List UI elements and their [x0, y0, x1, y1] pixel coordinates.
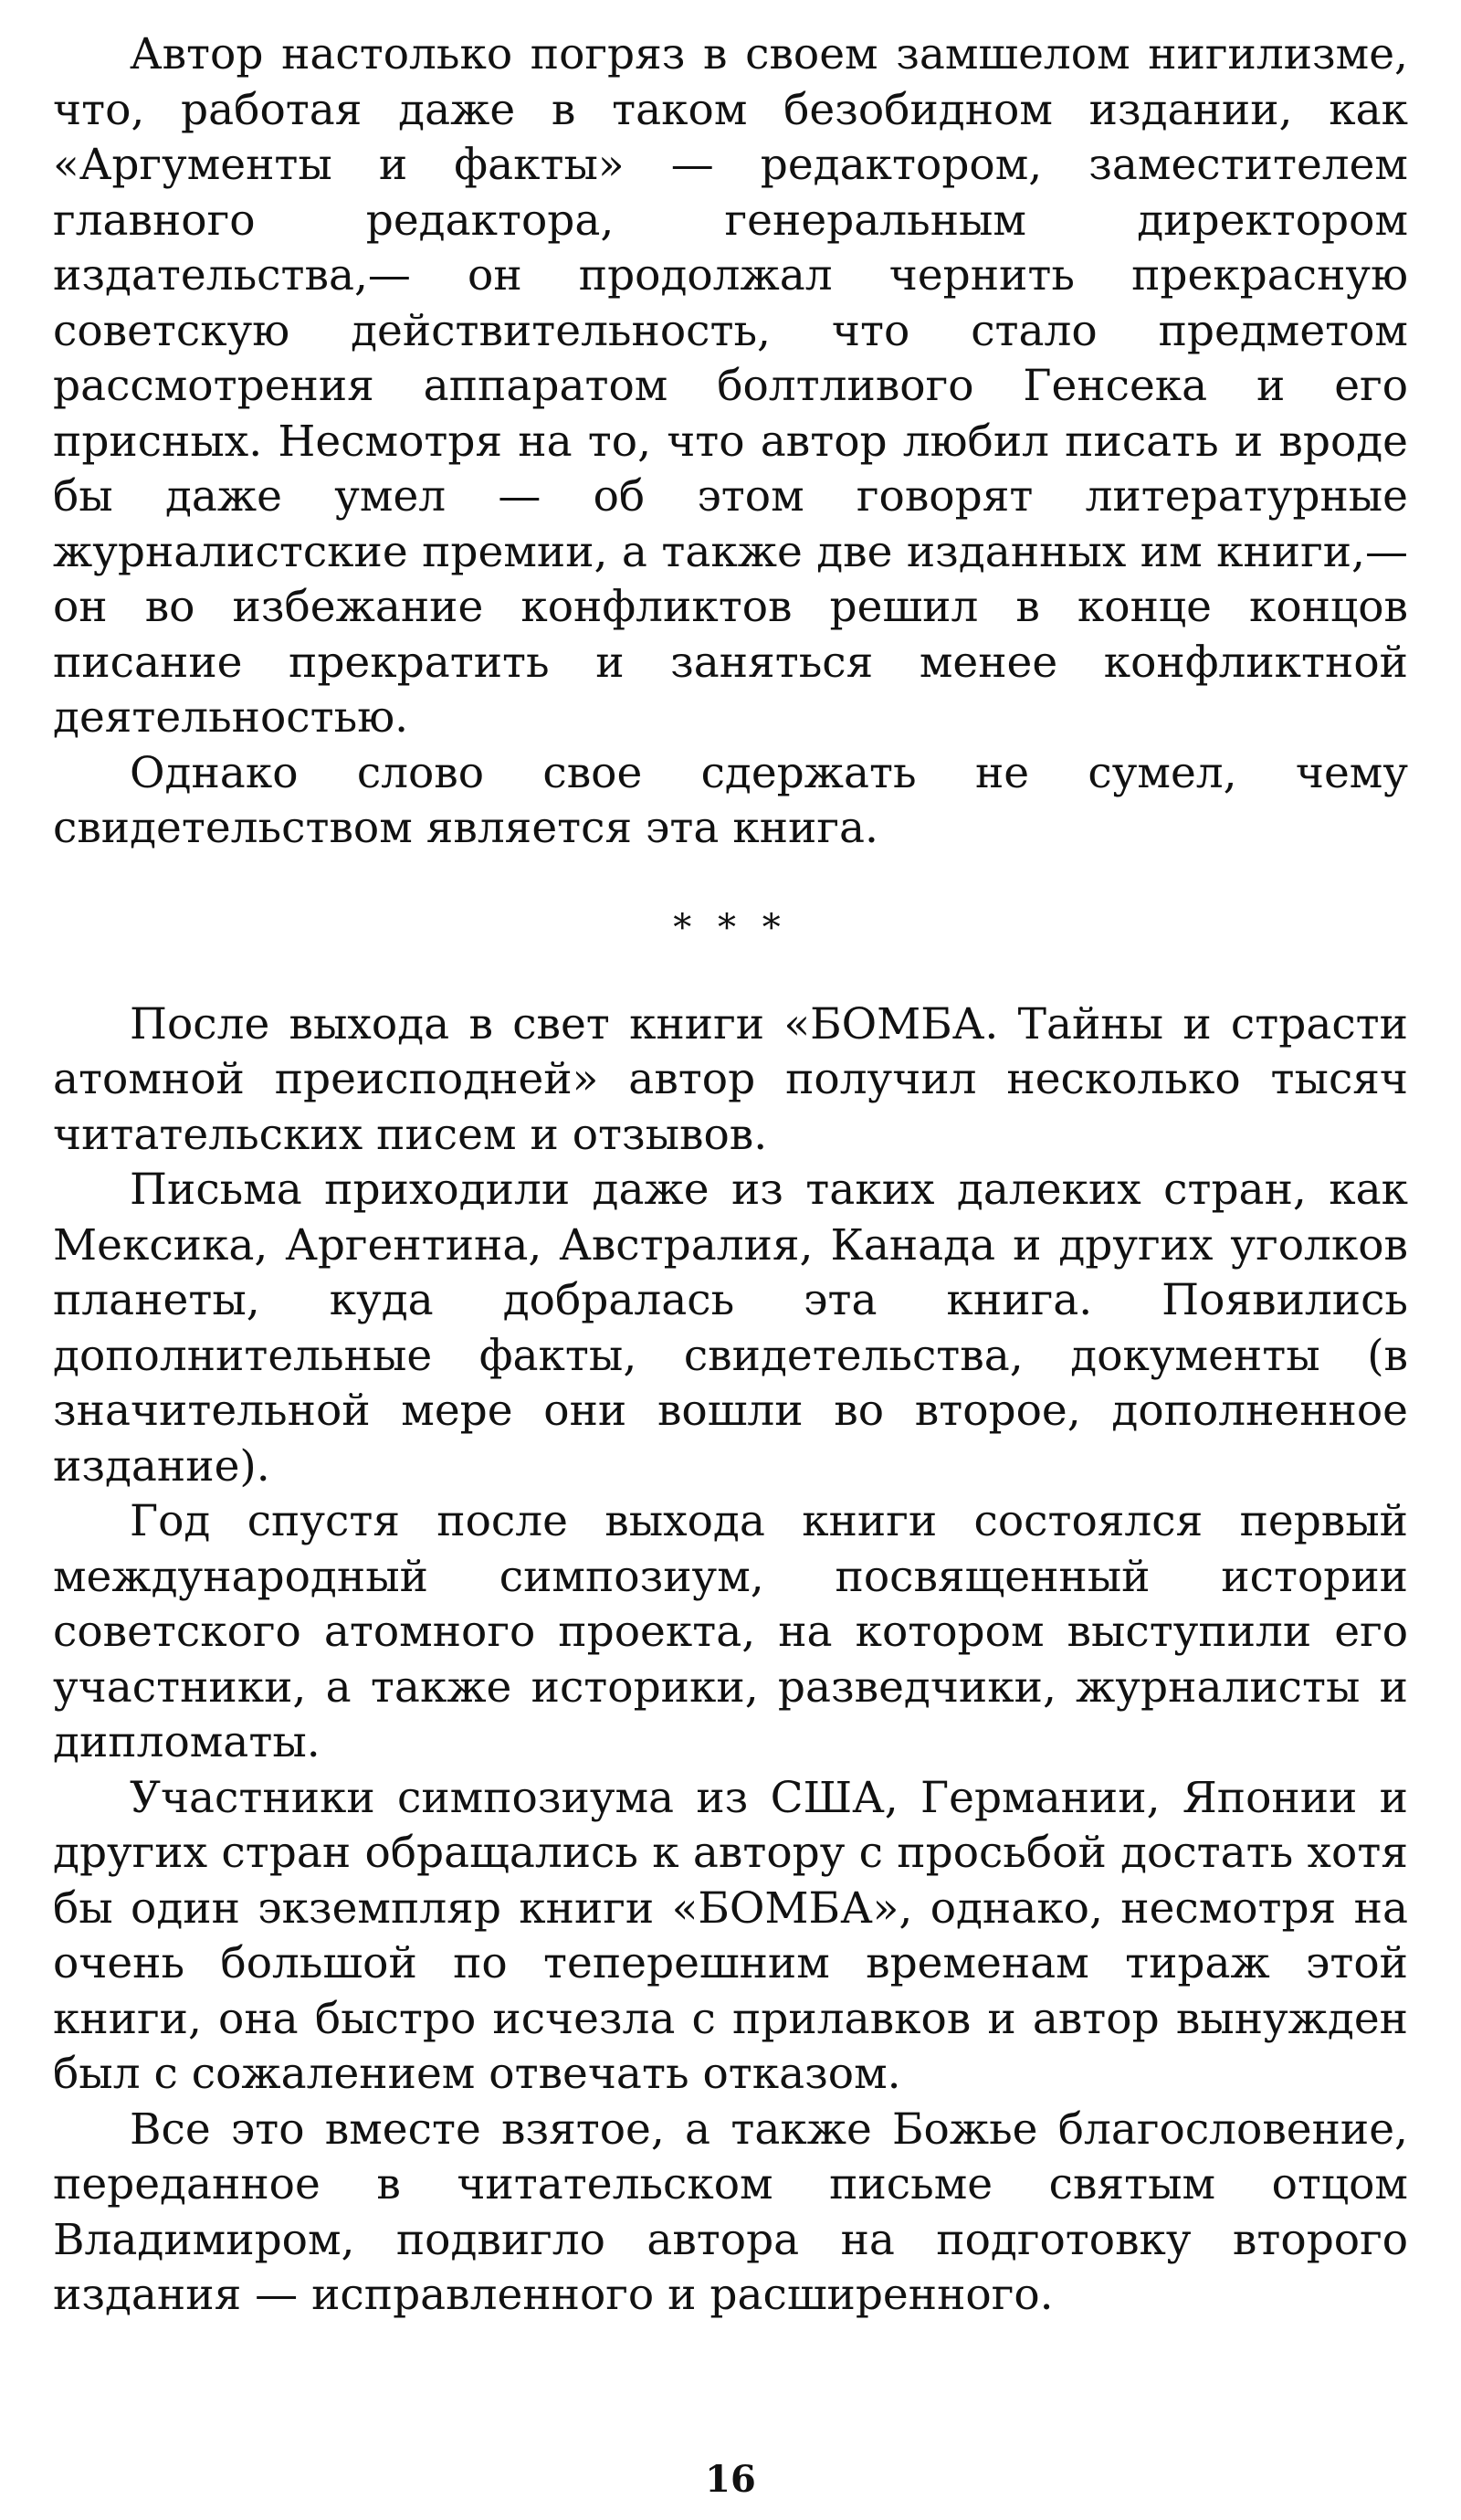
paragraph: Письма приходили даже из таких далеких стран, как Мексика, Аргентина, Австралия, Канада и других уголков планеты, куда добралась эта книга. Появились дополнительные факты, свидетельства, документы (в значительной мере они вошли во второе, дополненное издание). — [53, 1165, 1408, 1492]
paragraph: После выхода в свет книги «БОМБА. Тайны и страсти атомной преисподней» автор получил несколько тысяч читательских писем и отзывов. — [53, 998, 1408, 1160]
section-separator: * * * — [673, 906, 788, 949]
book-page — [53, 27, 1408, 2501]
paragraph: Все это вместе взятое, а также Божье благословение, переданное в читательском письме святым отцом Владимиром, подвигло автора на подготовку второго издания — исправленного и расширенного. — [53, 2104, 1408, 2320]
paragraph: Однако слово свое сдержать не сумел, чему свидетельством является эта книга. — [53, 747, 1408, 853]
page-number: 16 — [705, 2458, 756, 2501]
paragraph: Участники симпозиума из США, Германии, Японии и других стран обращались к автору с просьбой достать хотя бы один экземпляр книги «БОМБА», однако, несмотря на очень большой по теперешним временам тираж этой книги, она быстро исчезла с прилавков и автор вынужден был с сожалением отвечать отказом. — [53, 1772, 1408, 2099]
paragraph: Год спустя после выхода книги состоялся первый международный симпозиум, посвященный истории советского атомного проекта, на котором выступили его участники, а также историки, разведчики, журналисты и дипломаты. — [53, 1496, 1408, 1767]
paragraph: Автор настолько погряз в своем замшелом нигилизме, что, работая даже в таком безобидном издании, как «Аргументы и факты» — редактором, заместителем главного редактора, генеральным директором издательства,— он продолжал чернить прекрасную советскую действительность, что стало предметом рассмотрения аппаратом болтливого Генсека и его присных. Несмотря на то, что автор любил писать и вроде бы даже умел — об этом говорят литературные журналистские премии, а также две изданных им книги,— он во избежание конфликтов решил в конце концов писание прекратить и заняться менее конфликтной деятельностью. — [53, 29, 1408, 743]
